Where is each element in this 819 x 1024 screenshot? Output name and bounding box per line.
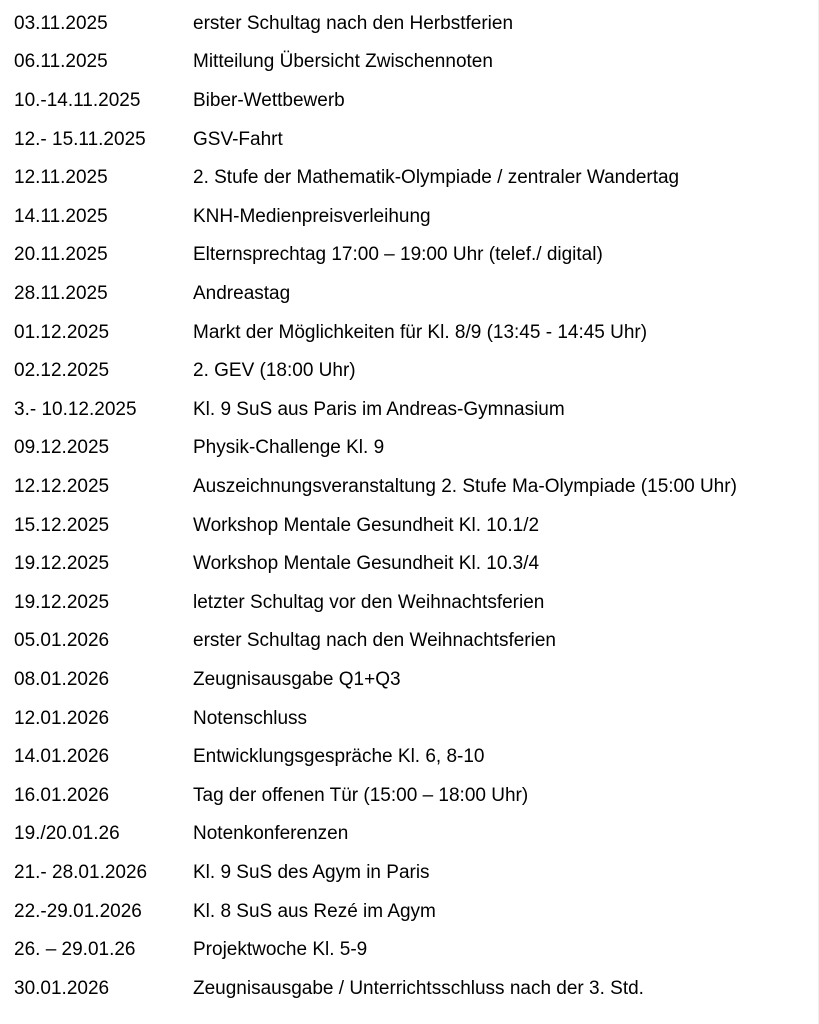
event-date: 20.11.2025 <box>14 244 108 266</box>
schedule-row <box>14 777 818 816</box>
event-description: Mitteilung Übersicht Zwischennoten <box>193 51 493 73</box>
event-date: 06.11.2025 <box>14 51 108 73</box>
event-description: Workshop Mentale Gesundheit Kl. 10.1/2 <box>193 514 540 536</box>
schedule-row <box>14 159 818 198</box>
event-description: Auszeichnungsveranstaltung 2. Stufe Ma-Olympiade (15:00 Uhr) <box>193 476 737 498</box>
event-date: 21.- 28.01.2026 <box>14 861 148 883</box>
schedule-row <box>14 738 818 777</box>
schedule-row <box>14 275 818 314</box>
event-description: Zeugnisausgabe Q1+Q3 <box>193 668 401 690</box>
schedule-row <box>14 661 818 700</box>
event-date: 12.11.2025 <box>14 167 108 189</box>
schedule-row <box>14 623 818 662</box>
schedule-row <box>14 82 818 121</box>
event-date: 12.- 15.11.2025 <box>14 128 146 150</box>
schedule-row <box>14 893 818 932</box>
schedule-row <box>14 545 818 584</box>
event-date: 08.01.2026 <box>14 668 110 690</box>
event-description: Markt der Möglichkeiten für Kl. 8/9 (13:45 - 14:45 Uhr) <box>193 321 648 343</box>
event-description: Entwicklungsgespräche Kl. 6, 8-10 <box>193 746 485 768</box>
event-description: 2. GEV (18:00 Uhr) <box>193 360 356 382</box>
event-description: Andreastag <box>193 283 291 305</box>
schedule-row <box>14 237 818 276</box>
event-date: 22.-29.01.2026 <box>14 900 142 922</box>
event-date: 30.01.2026 <box>14 977 110 999</box>
schedule-row <box>14 5 818 44</box>
event-description: Workshop Mentale Gesundheit Kl. 10.3/4 <box>193 553 540 575</box>
event-date: 10.-14.11.2025 <box>14 90 141 112</box>
schedule-row <box>14 391 818 430</box>
schedule-row <box>14 931 818 970</box>
event-description: Notenschluss <box>193 707 308 729</box>
event-description: erster Schultag nach den Herbstferien <box>193 12 514 34</box>
event-description: Physik-Challenge Kl. 9 <box>193 437 385 459</box>
event-date: 01.12.2025 <box>14 321 110 343</box>
event-description: GSV-Fahrt <box>193 128 283 150</box>
event-description: Elternsprechtag 17:00 – 19:00 Uhr (telef./ digital) <box>193 244 603 266</box>
event-date: 12.12.2025 <box>14 476 110 498</box>
event-date: 19.12.2025 <box>14 591 110 613</box>
event-date: 12.01.2026 <box>14 707 110 729</box>
event-description: Projektwoche Kl. 5-9 <box>193 939 368 961</box>
event-description: 2. Stufe der Mathematik-Olympiade / zentraler Wandertag <box>193 167 680 189</box>
schedule-row <box>14 198 818 237</box>
event-description: Notenkonferenzen <box>193 823 349 845</box>
event-date: 3.- 10.12.2025 <box>14 398 137 420</box>
event-description: Tag der offenen Tür (15:00 – 18:00 Uhr) <box>193 784 529 806</box>
schedule-row <box>14 314 818 353</box>
event-date: 16.01.2026 <box>14 784 110 806</box>
schedule-row <box>14 430 818 469</box>
schedule-row <box>14 121 818 160</box>
schedule-row <box>14 507 818 546</box>
event-description: Zeugnisausgabe / Unterrichtsschluss nach der 3. Std. <box>193 977 644 999</box>
schedule-row <box>14 970 818 1009</box>
event-date: 26. – 29.01.26 <box>14 939 136 961</box>
schedule-row <box>14 468 818 507</box>
event-date: 15.12.2025 <box>14 514 110 536</box>
schedule-row <box>14 584 818 623</box>
event-description: letzter Schultag vor den Weihnachtsferien <box>193 591 545 613</box>
event-date: 19.12.2025 <box>14 553 110 575</box>
schedule-row <box>14 815 818 854</box>
event-description: Kl. 9 SuS aus Paris im Andreas-Gymnasium <box>193 398 565 420</box>
schedule-row <box>14 44 818 83</box>
event-date: 09.12.2025 <box>14 437 110 459</box>
event-date: 14.01.2026 <box>14 746 110 768</box>
event-date: 03.11.2025 <box>14 12 108 34</box>
schedule-row <box>14 700 818 739</box>
schedule-row <box>14 854 818 893</box>
event-date: 19./20.01.26 <box>14 823 120 845</box>
event-description: Kl. 8 SuS aus Rezé im Agym <box>193 900 436 922</box>
event-description: Biber-Wettbewerb <box>193 90 345 112</box>
event-description: Kl. 9 SuS des Agym in Paris <box>193 861 430 883</box>
event-date: 05.01.2026 <box>14 630 110 652</box>
event-description: erster Schultag nach den Weihnachtsferien <box>193 630 556 652</box>
event-description: KNH-Medienpreisverleihung <box>193 205 431 227</box>
event-date: 14.11.2025 <box>14 205 108 227</box>
event-date: 28.11.2025 <box>14 283 108 305</box>
schedule-row <box>14 352 818 391</box>
event-date: 02.12.2025 <box>14 360 110 382</box>
